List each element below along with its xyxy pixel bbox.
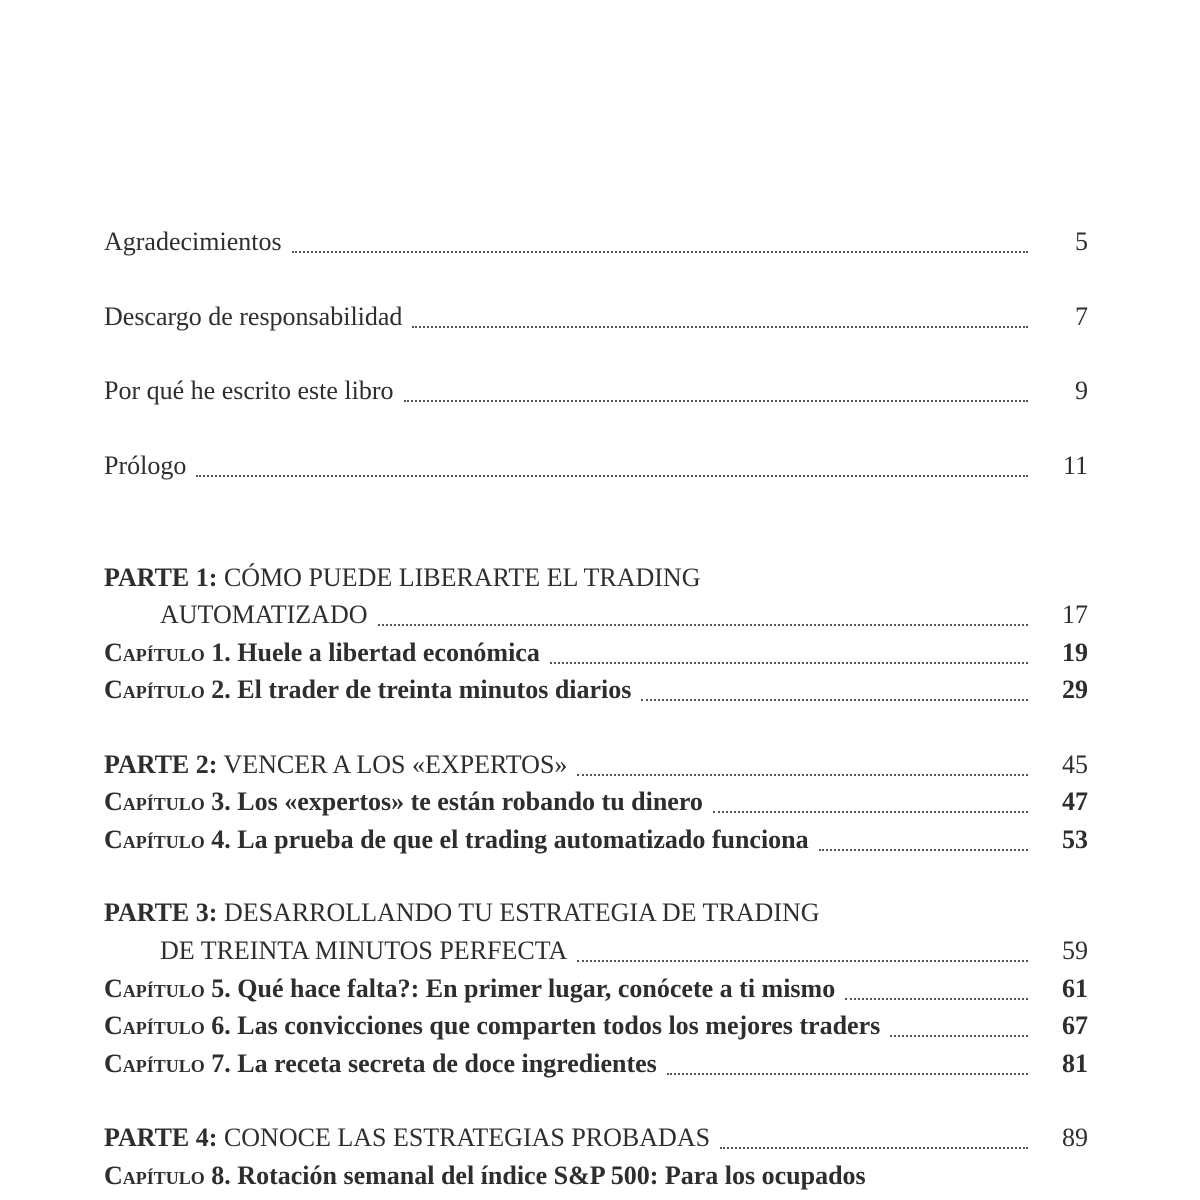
- chapter-title: Rotación semanal del índice S&P 500: Para los ocupados: [237, 1161, 866, 1190]
- page-number: 9: [1075, 376, 1088, 405]
- part-title-cont: AUTOMATIZADO: [160, 600, 368, 629]
- page-number: 17: [1062, 600, 1088, 629]
- page-number: 7: [1075, 302, 1088, 331]
- chapter-label: Capítulo 2.: [104, 675, 231, 704]
- part-title: CONOCE LAS ESTRATEGIAS PROBADAS: [223, 1123, 711, 1152]
- part-title: CÓMO PUEDE LIBERARTE EL TRADING: [223, 563, 701, 592]
- entry-title: Por qué he escrito este libro: [104, 376, 394, 405]
- part-label: PARTE 1:: [104, 563, 218, 592]
- chapter-title: El trader de treinta minutos diarios: [237, 675, 632, 704]
- toc-chapter-8[interactable]: [104, 1157, 1088, 1195]
- dot-leader: [819, 819, 1028, 851]
- toc-chapter-1[interactable]: [104, 634, 1088, 672]
- toc-part-3-line1[interactable]: [104, 894, 1088, 932]
- chapter-label: Capítulo 5.: [104, 974, 231, 1003]
- chapter-label: Capítulo 8.: [104, 1161, 231, 1190]
- toc-chapter-4[interactable]: [104, 821, 1088, 859]
- dot-leader: [577, 930, 1028, 962]
- toc-part-1-line2[interactable]: [160, 596, 1088, 634]
- dot-leader: [667, 1043, 1028, 1075]
- toc-part-4[interactable]: [104, 1119, 1088, 1157]
- dot-leader: [845, 968, 1028, 1000]
- chapter-label: Capítulo 4.: [104, 825, 231, 854]
- entry-title: Prólogo: [104, 451, 187, 480]
- page-number: 11: [1062, 451, 1088, 480]
- page-number: 47: [1062, 787, 1088, 816]
- entry-title: Agradecimientos: [104, 227, 282, 256]
- page-number: 67: [1062, 1011, 1088, 1040]
- toc-chapter-7[interactable]: [104, 1045, 1088, 1083]
- toc-entry-por-que[interactable]: [104, 372, 1088, 410]
- page-number: 45: [1062, 750, 1088, 779]
- page-number: 53: [1062, 825, 1088, 854]
- page-number: 59: [1062, 936, 1088, 965]
- page-number: 61: [1062, 974, 1088, 1003]
- chapter-label: Capítulo 1.: [104, 638, 231, 667]
- part-title-cont: DE TREINTA MINUTOS PERFECTA: [160, 936, 568, 965]
- chapter-label: Capítulo 3.: [104, 787, 231, 816]
- part-label: PARTE 3:: [104, 898, 218, 927]
- page-number: 19: [1062, 638, 1088, 667]
- chapter-title: Las convicciones que comparten todos los mejores traders: [237, 1011, 881, 1040]
- chapter-title: La receta secreta de doce ingredientes: [237, 1049, 657, 1078]
- toc-chapter-6[interactable]: [104, 1007, 1088, 1045]
- toc-chapter-2[interactable]: [104, 671, 1088, 709]
- toc-entry-descargo[interactable]: [104, 298, 1088, 336]
- chapter-label: Capítulo 7.: [104, 1049, 231, 1078]
- part-title: VENCER A LOS «EXPERTOS»: [223, 750, 568, 779]
- dot-leader: [720, 1117, 1028, 1149]
- toc-entry-prologo[interactable]: [104, 447, 1088, 485]
- toc-part-1-line1[interactable]: [104, 559, 1088, 597]
- page-number: 5: [1075, 227, 1088, 256]
- dot-leader: [713, 781, 1028, 813]
- dot-leader: [550, 632, 1028, 664]
- chapter-label: Capítulo 6.: [104, 1011, 231, 1040]
- toc-part-2[interactable]: [104, 746, 1088, 784]
- toc-chapter-5[interactable]: [104, 970, 1088, 1008]
- entry-title: Descargo de responsabilidad: [104, 302, 403, 331]
- dot-leader: [196, 445, 1028, 477]
- dot-leader: [404, 370, 1028, 402]
- toc-part-3-line2[interactable]: [160, 932, 1088, 970]
- toc-chapter-3[interactable]: [104, 783, 1088, 821]
- dot-leader: [292, 221, 1028, 253]
- dot-leader: [641, 669, 1028, 701]
- page-number: 89: [1062, 1123, 1088, 1152]
- dot-leader: [577, 744, 1028, 776]
- chapter-title: Qué hace falta?: En primer lugar, conócete a ti mismo: [237, 974, 836, 1003]
- page-number: 81: [1062, 1049, 1088, 1078]
- part-title: DESARROLLANDO TU ESTRATEGIA DE TRADING: [223, 898, 820, 927]
- dot-leader: [378, 594, 1028, 626]
- toc-entry-agradecimientos[interactable]: [104, 223, 1088, 261]
- dot-leader: [412, 296, 1028, 328]
- chapter-title: Huele a libertad económica: [237, 638, 540, 667]
- part-label: PARTE 4:: [104, 1123, 218, 1152]
- chapter-title: La prueba de que el trading automatizado funciona: [237, 825, 809, 854]
- part-label: PARTE 2:: [104, 750, 218, 779]
- chapter-title: Los «expertos» te están robando tu dinero: [237, 787, 703, 816]
- page-number: 29: [1062, 675, 1088, 704]
- dot-leader: [890, 1005, 1028, 1037]
